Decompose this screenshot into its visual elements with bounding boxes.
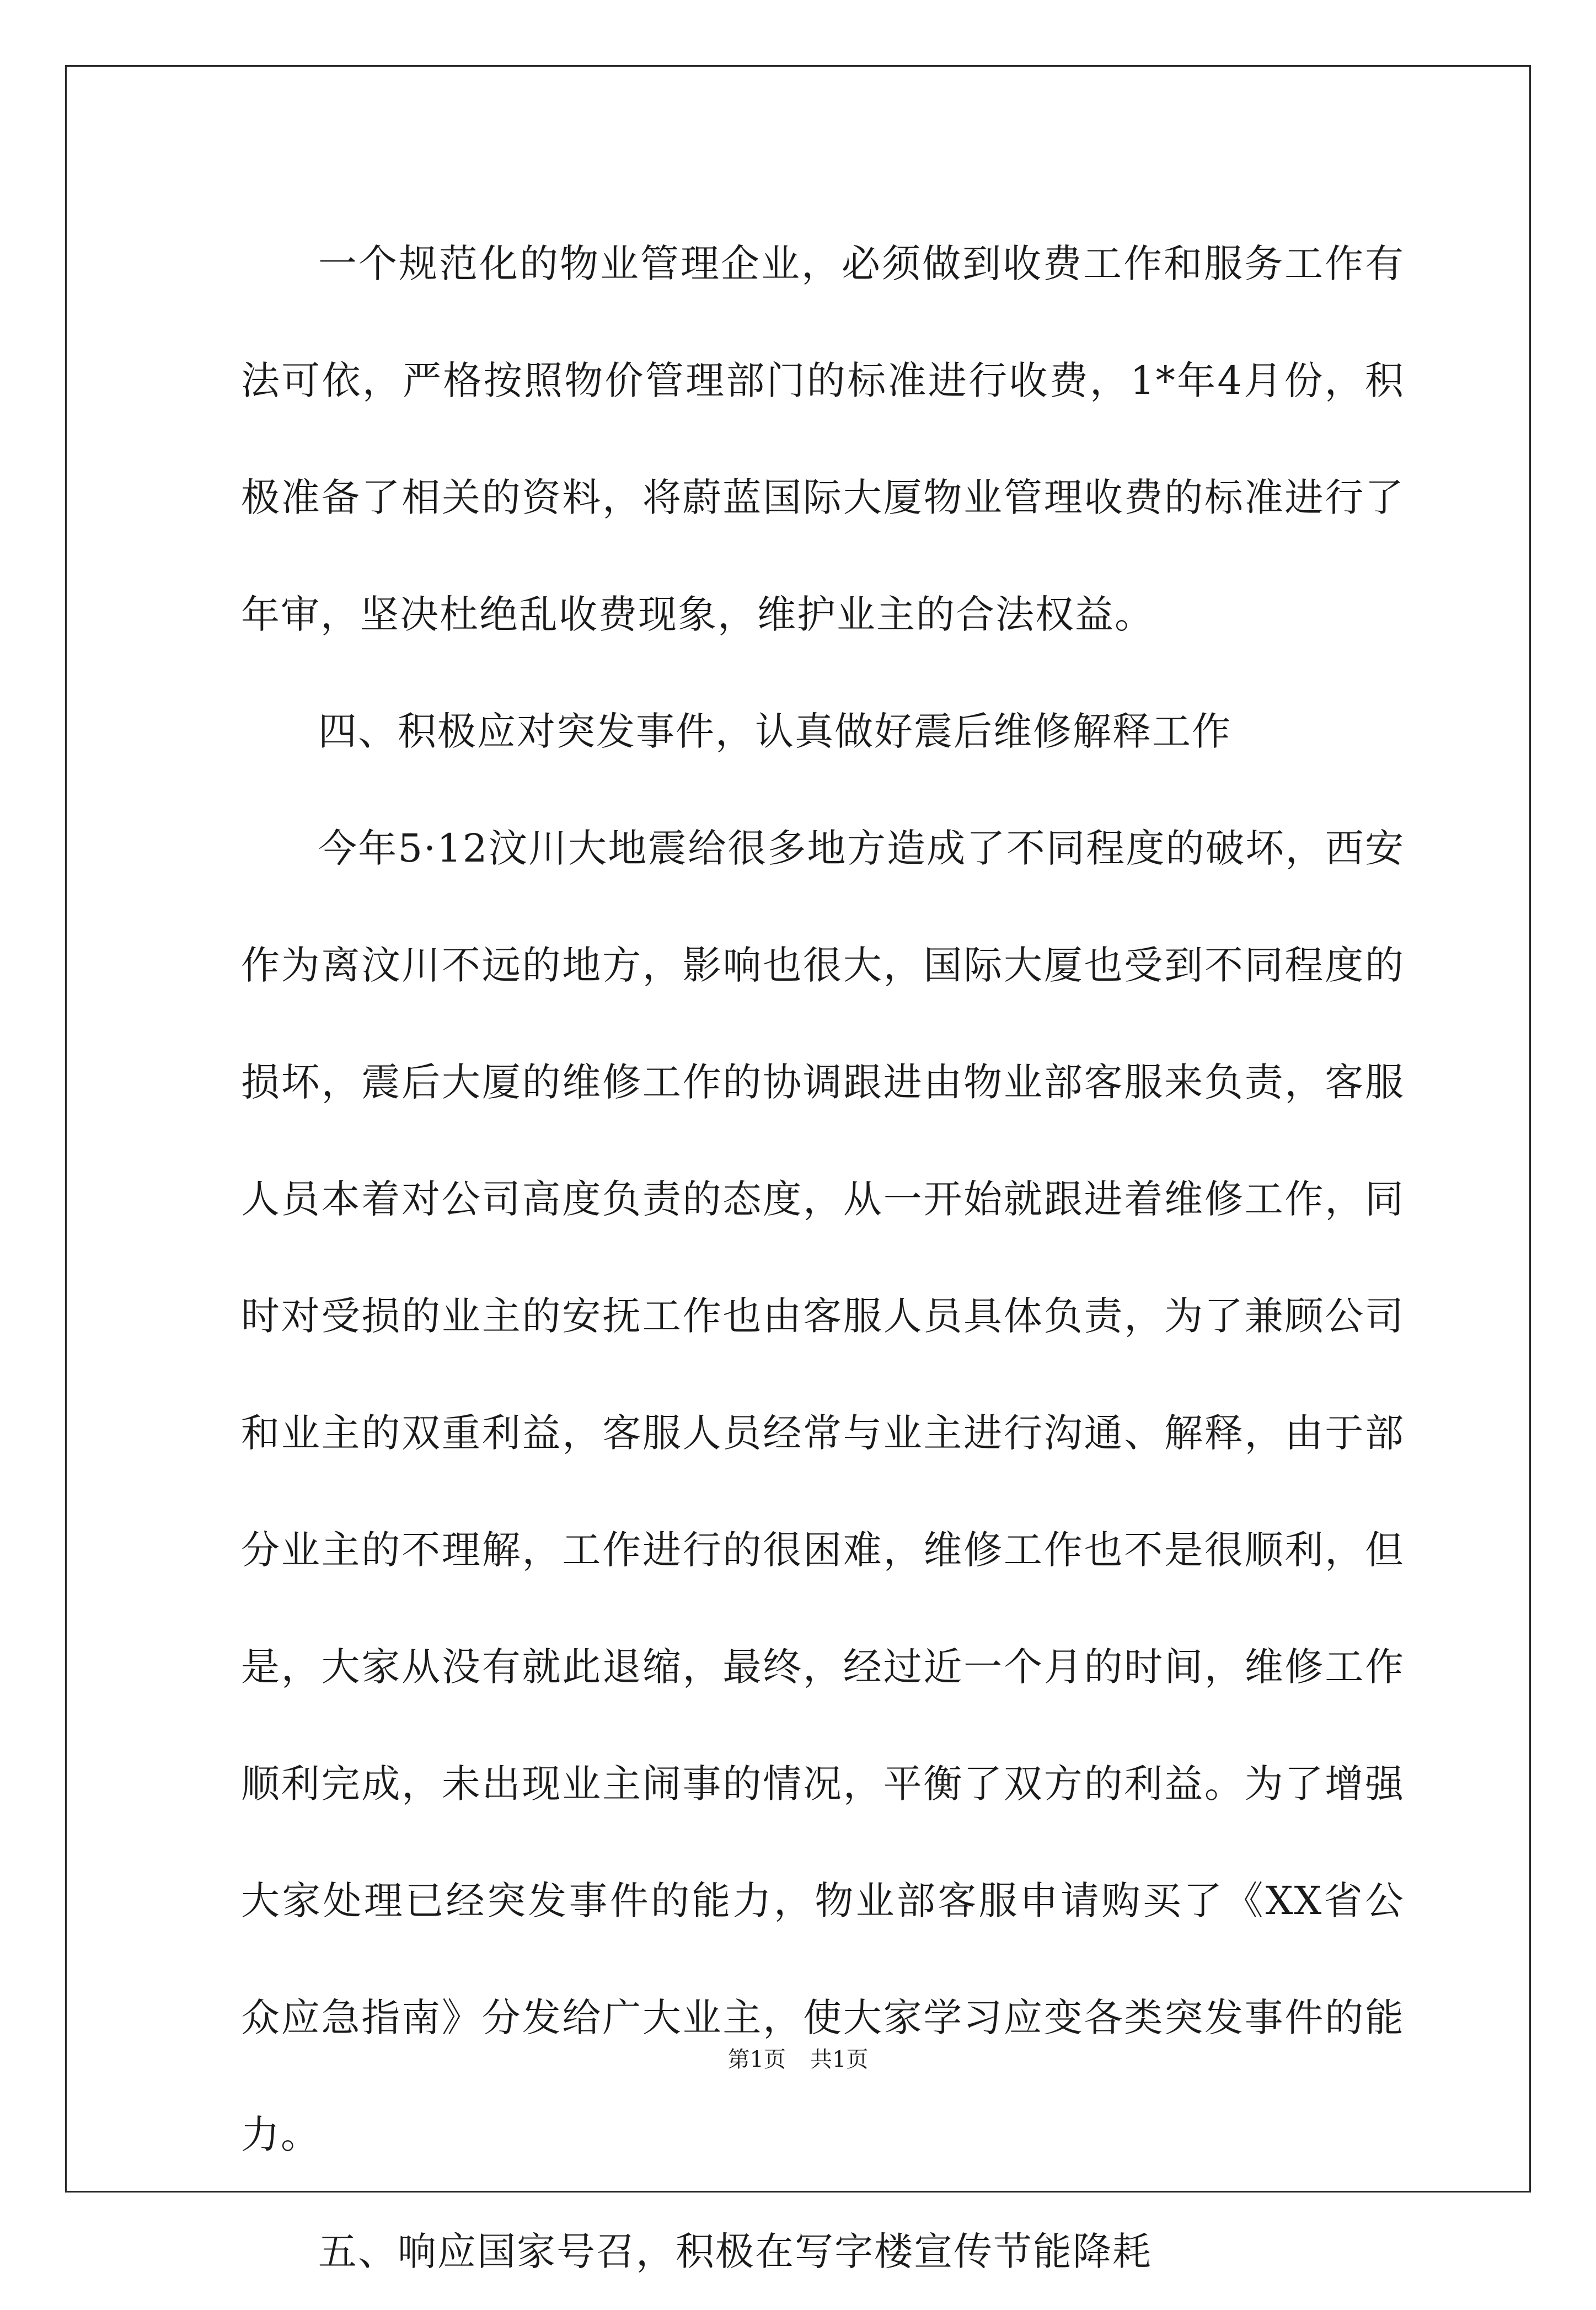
paragraph-earthquake-repair: 今年5·12汶川大地震给很多地方造成了不同程度的破坏，西安作为离汶川不远的地方，影响也很大，国际大厦也受到不同程度的损坏，震后大厦的维修工作的协调跟进由物业部客服来负责，客服人员本着对公司高度负责的态度，从一开始就跟进着维修工作，同时对受损的业主的安抚工作也由客服人员具体负责，为了兼顾公司和业主的双重利益，客服人员经常与业主进行沟通、解释，由于部分业主的不理解，工作进行的很困难，维修工作也不是很顺利，但是，大家从没有就此退缩，最终，经过近一个月的时间，维修工作顺利完成，未出现业主闹事的情况，平衡了双方的利益。为了增强大家处理已经突发事件的能力，物业部客服申请购买了《XX省公众应急指南》分发给广大业主，使大家学习应变各类突发事件的能力。 <box>241 826 1405 2157</box>
section-heading-energy-saving: 五、响应国家号召，积极在写字楼宣传节能降耗 <box>318 2229 1152 2274</box>
page-number: 第1页 <box>727 2047 786 2072</box>
paragraph-fee-standards: 一个规范化的物业管理企业，必须做到收费工作和服务工作有法可依，严格按照物价管理部门的标准进行收费，1*年4月份，积极准备了相关的资料，将蔚蓝国际大厦物业管理收费的标准进行了年审，坚决杜绝乱收费现象，维护业主的合法权益。 <box>241 241 1405 637</box>
page-total: 共1页 <box>810 2047 869 2072</box>
section-heading-emergency: 四、积极应对突发事件，认真做好震后维修解释工作 <box>318 709 1231 754</box>
document-body <box>241 205 1405 2310</box>
page-footer <box>0 2046 1596 2073</box>
